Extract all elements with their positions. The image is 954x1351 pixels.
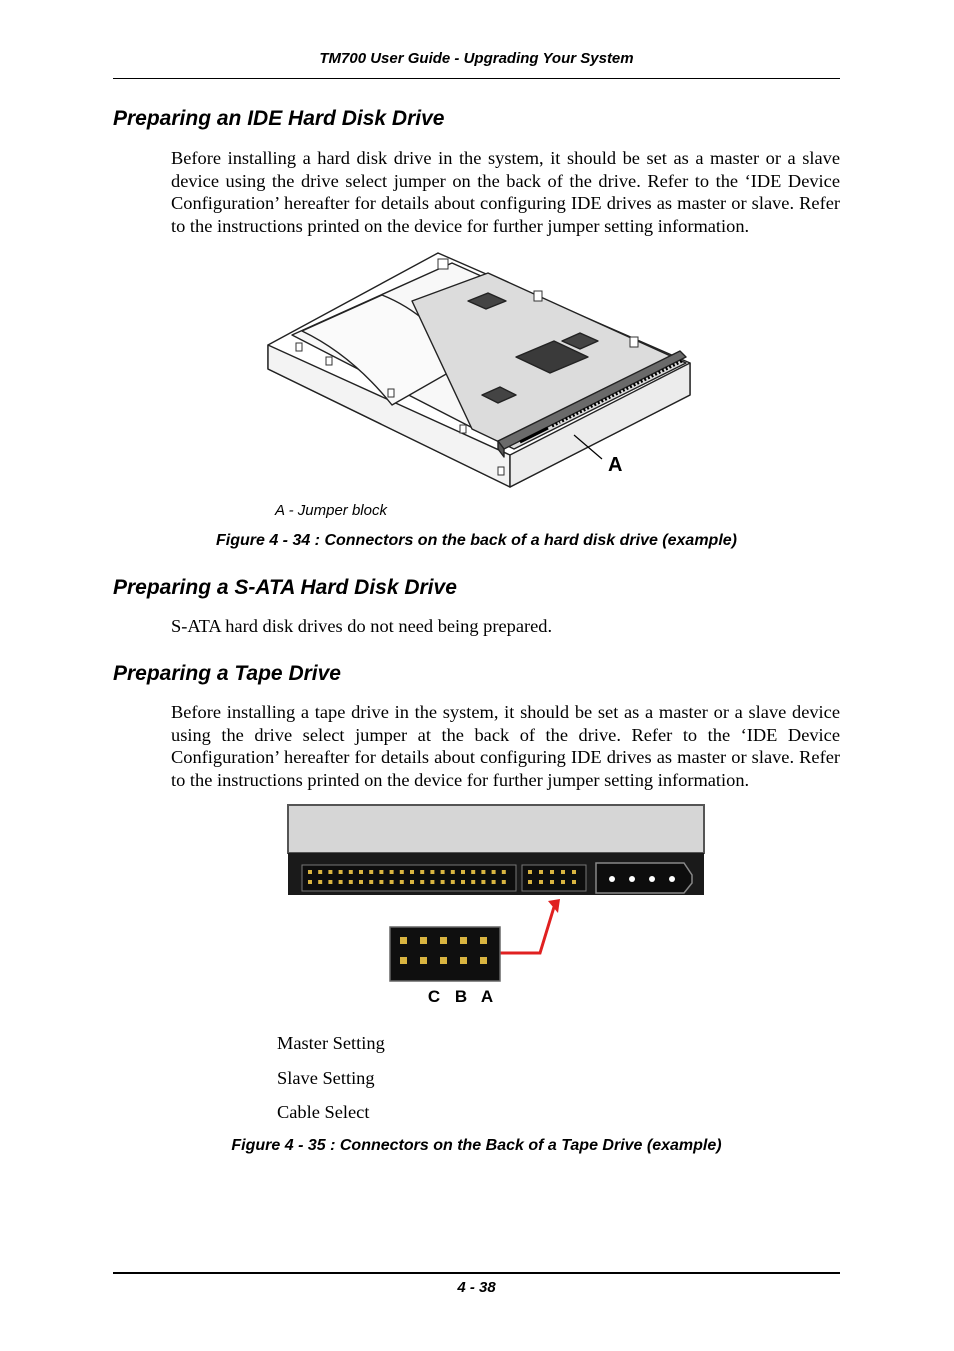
section-heading-sata: Preparing a S-ATA Hard Disk Drive	[113, 576, 457, 599]
connector-pin	[420, 870, 424, 874]
connector-pin	[528, 870, 532, 874]
figure-35-caption: Figure 4 - 35 : Connectors on the Back of a Tape Drive (example)	[231, 1137, 722, 1154]
connector-pin	[480, 937, 487, 944]
connector-pin	[561, 870, 565, 874]
connector-pin	[441, 870, 445, 874]
jumper-label-a: A	[480, 987, 494, 1006]
section-body-tape: Before installing a tape drive in the system, it should be set as a master or a slave device using the drive select jumper at the back of the drive. Refer to the ‘IDE Device Configuration’ hereafter for details about configuring IDE drives as master or slave. Refer to the instructions printed on the device for further jumper setting information.	[171, 702, 840, 790]
connector-pin	[539, 880, 543, 884]
jumper-label-c: C	[427, 987, 441, 1006]
connector-pin	[369, 870, 373, 874]
connector-pin	[390, 880, 394, 884]
connector-pin	[328, 880, 332, 884]
jumper-label-b: B	[454, 987, 468, 1006]
connector-pin	[550, 870, 554, 874]
connector-pin	[451, 880, 455, 884]
figure-34-caption: Figure 4 - 34 : Connectors on the back of a hard disk drive (example)	[215, 532, 737, 549]
connector-pin	[410, 870, 414, 874]
connector-pin	[339, 870, 343, 874]
header-rule	[113, 78, 840, 79]
connector-pin	[461, 880, 465, 884]
connector-pin	[550, 880, 554, 884]
connector-pin	[561, 880, 565, 884]
connector-pin	[308, 880, 312, 884]
connector-pin	[440, 937, 447, 944]
jumper-block-callout: A	[608, 454, 623, 476]
tape-drive-connector-illustration	[286, 803, 706, 1013]
connector-pin	[400, 870, 404, 874]
footer-rule	[113, 1272, 840, 1274]
section-heading-tape: Preparing a Tape Drive	[113, 662, 341, 685]
setting-cable-select: Cable Select	[277, 1102, 370, 1122]
connector-pin	[359, 880, 363, 884]
figure-34-legend: A - Jumper block	[275, 502, 387, 519]
connector-pin	[369, 880, 373, 884]
hard-disk-drive-illustration	[262, 245, 702, 493]
connector-pin	[539, 870, 543, 874]
connector-pin	[502, 880, 506, 884]
section-body-ide: Before installing a hard disk drive in the system, it should be set as a master or a slave device using the drive select jumper on the back of the drive. Refer to the ‘IDE Device Configuration’ hereafter for details about configuring IDE drives as master or slave. Refer to the instructions printed on the device for further jumper setting information.	[171, 148, 840, 236]
connector-pin	[451, 870, 455, 874]
connector-pin	[430, 880, 434, 884]
connector-pin	[318, 870, 322, 874]
connector-pin	[572, 880, 576, 884]
connector-pin	[492, 870, 496, 874]
connector-pin	[318, 880, 322, 884]
connector-pin	[480, 957, 487, 964]
connector-pin	[420, 937, 427, 944]
connector-pin	[349, 870, 353, 874]
connector-pin	[400, 957, 407, 964]
connector-pin	[481, 870, 485, 874]
connector-pin	[461, 870, 465, 874]
connector-pin	[572, 870, 576, 874]
connector-pin	[379, 880, 383, 884]
connector-pin	[420, 957, 427, 964]
connector-pin	[471, 870, 475, 874]
connector-pin	[400, 880, 404, 884]
connector-pin	[481, 880, 485, 884]
connector-pin	[359, 870, 363, 874]
connector-pin	[328, 870, 332, 874]
connector-pin	[492, 880, 496, 884]
setting-slave: Slave Setting	[277, 1068, 375, 1088]
connector-pin	[410, 880, 414, 884]
connector-pin	[308, 870, 312, 874]
connector-pin	[339, 880, 343, 884]
connector-pin	[471, 880, 475, 884]
connector-pin	[420, 880, 424, 884]
connector-pin	[460, 957, 467, 964]
connector-pin	[441, 880, 445, 884]
connector-pin	[528, 880, 532, 884]
connector-pin	[430, 870, 434, 874]
connector-pin	[400, 937, 407, 944]
page-number: 4 - 38	[457, 1279, 496, 1296]
section-body-sata: S-ATA hard disk drives do not need being prepared.	[171, 616, 553, 636]
red-arrow-icon	[500, 907, 554, 953]
connector-pin	[390, 870, 394, 874]
connector-pin	[440, 957, 447, 964]
setting-master: Master Setting	[277, 1033, 385, 1053]
connector-pin	[460, 937, 467, 944]
connector-pin	[349, 880, 353, 884]
running-header: TM700 User Guide - Upgrading Your System	[319, 50, 634, 67]
jumper-block-enlarged	[390, 927, 500, 981]
connector-pin	[502, 870, 506, 874]
section-heading-ide: Preparing an IDE Hard Disk Drive	[113, 107, 445, 130]
connector-pin	[379, 870, 383, 874]
